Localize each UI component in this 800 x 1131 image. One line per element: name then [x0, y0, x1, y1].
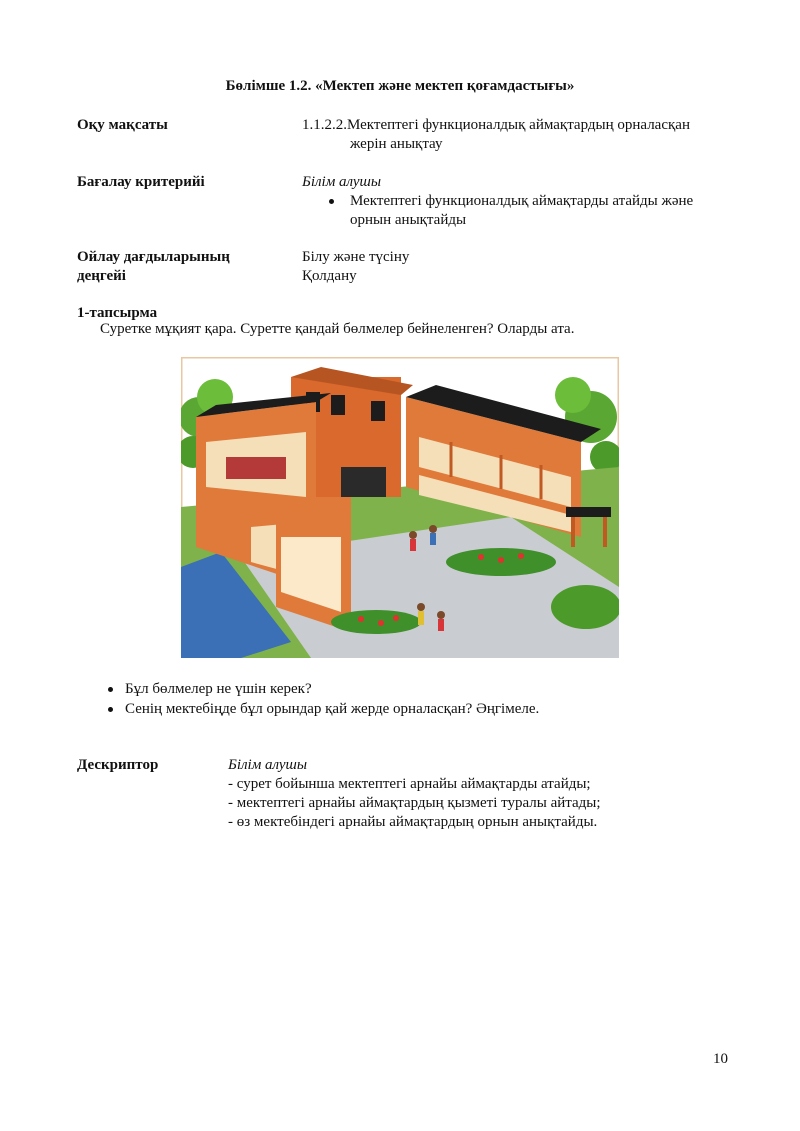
task-title: 1-тапсырма — [77, 305, 158, 321]
section-title: Бөлімше 1.2. «Мектеп және мектеп қоғамдастығы» — [225, 78, 575, 94]
descriptor-subject: Білім алушы — [228, 757, 308, 773]
question-bullet — [108, 707, 113, 712]
question-text: Сенің мектебіңде бұл орындар қай жерде орналасқан? Әңгімеле. — [125, 701, 540, 717]
objective-value-line2: жерін анықтау — [350, 136, 443, 152]
thinking-label-line2: деңгейі — [77, 268, 126, 284]
question-item — [108, 680, 312, 699]
objective-label: Оқу мақсаты — [77, 117, 168, 133]
thinking-value-line2: Қолдану — [302, 268, 357, 284]
descriptor-label: Дескриптор — [77, 757, 159, 773]
school-illustration — [181, 357, 619, 658]
criteria-bullet — [329, 192, 334, 204]
question-item — [108, 700, 539, 719]
criteria-label: Бағалау критерийі — [77, 174, 205, 190]
question-text: Бұл бөлмелер не үшін керек? — [125, 681, 312, 697]
task-instruction: Суретке мұқият қара. Суретте қандай бөлмелер бейнеленген? Оларды ата. — [100, 321, 575, 337]
descriptor-line: - өз мектебіндегі арнайы аймақтардың орнын анықтайды. — [228, 814, 598, 830]
page-number: 10 — [713, 1051, 728, 1067]
criteria-subject: Білім алушы — [302, 174, 382, 190]
criteria-item-line1: Мектептегі функционалдық аймақтарды атайды және — [350, 193, 694, 209]
criteria-item-line2: орнын анықтайды — [350, 212, 467, 228]
thinking-value-line1: Білу және түсіну — [302, 249, 410, 265]
descriptor-line: - сурет бойынша мектептегі арнайы аймақтарды атайды; — [228, 776, 591, 792]
thinking-label-line1: Ойлау дағдыларының — [77, 249, 230, 265]
objective-value-line1: 1.1.2.2.Мектептегі функционалдық аймақтардың орналасқан — [302, 117, 690, 133]
descriptor-line: - мектептегі арнайы аймақтардың қызметі туралы айтады; — [228, 795, 601, 811]
question-bullet — [108, 687, 113, 692]
